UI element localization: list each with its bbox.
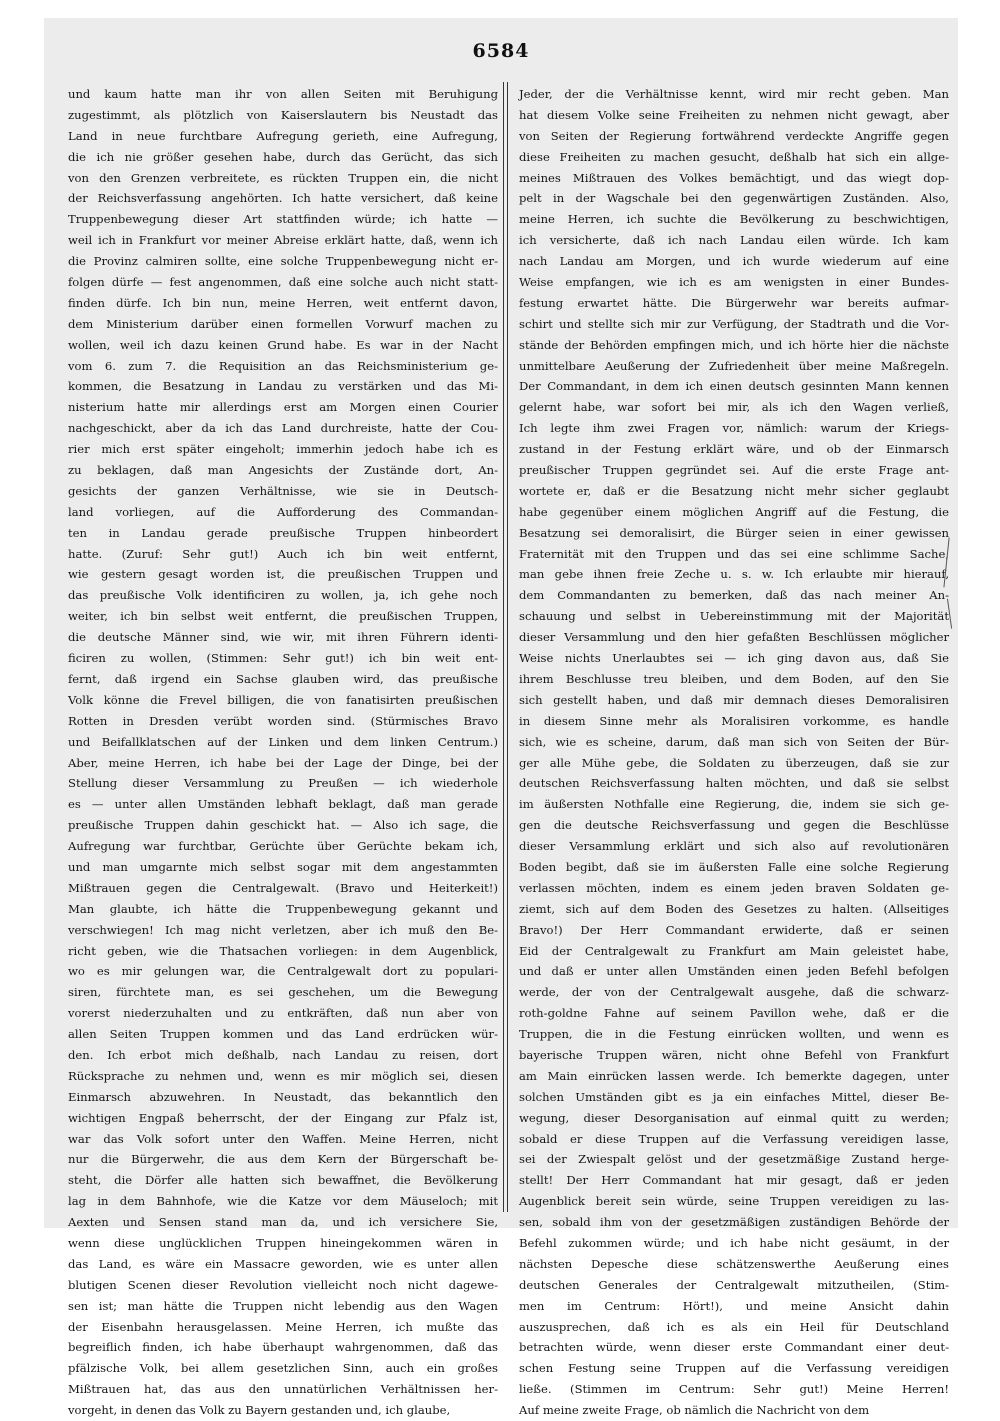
text-line: Augenblick bereit sein würde, seine Truppen vereidigen zu las- (519, 1194, 949, 1209)
text-line: preußischer Truppen gegründet sei. Auf die erste Frage ant- (519, 463, 949, 478)
text-line: sei der Zwiespalt gelöst und der gesetzmäßige Zustand herge- (519, 1152, 949, 1167)
text-line: ficiren zu wollen, (Stimmen: Sehr gut!) ich bin weit ent- (68, 651, 498, 666)
text-line: lag in dem Bahnhofe, wie die Katze vor dem Mäuseloch; mit (68, 1194, 498, 1209)
text-line: zu beklagen, daß man Angesichts der Zustände dort, An- (68, 463, 498, 478)
text-line: Jeder, der die Verhältnisse kennt, wird mir recht geben. Man (519, 87, 949, 101)
text-line: blutigen Scenen dieser Revolution vielleicht noch nicht dagewe- (68, 1277, 498, 1292)
text-line: fernt, daß irgend ein Sachse glauben wird, das preußische (68, 671, 498, 686)
text-line: in diesem Sinne mehr als Moralisiren vorkomme, es handle (519, 713, 949, 728)
text-line: das Land, es wäre ein Massacre geworden, wie es unter allen (68, 1256, 498, 1271)
text-line: Stellung dieser Versammlung zu Preußen — ich wiederhole (68, 776, 498, 791)
text-line: hatte. (Zuruf: Sehr gut!) Auch ich bin weit entfernt, (68, 546, 498, 561)
text-line: Befehl zukommen würde; und ich habe nicht gesäumt, in der (519, 1235, 949, 1250)
text-line: und daß er unter allen Umständen einen jeden Befehl befolgen (519, 964, 949, 979)
text-line: Aexten und Sensen stand man da, und ich versichere Sie, (68, 1215, 498, 1230)
text-line: men im Centrum: Hört!), und meine Ansicht dahin (519, 1298, 949, 1313)
text-line: es — unter allen Umständen lebhaft beklagt, daß man gerade (68, 797, 498, 812)
text-line: verschwiegen! Ich mag nicht verletzen, aber ich muß den Be- (68, 922, 498, 937)
text-line: rier mich erst später eingeholt; immerhin jedoch habe ich es (68, 442, 498, 457)
text-line: die Provinz calmiren sollte, eine solche Truppenbewegung nicht er- (68, 254, 498, 269)
text-line: kommen, die Besatzung in Landau zu verstärken und das Mi- (68, 379, 498, 394)
text-line: betrachten würde, wenn dieser erste Commandant einer deut- (519, 1340, 949, 1355)
text-line: Truppen, die in die Festung einrücken wollten, und wenn es (519, 1027, 949, 1042)
text-line: wo es mir gelungen war, die Centralgewalt dort zu populari- (68, 964, 498, 979)
text-line: Fraternität mit den Truppen und das sei eine schlimme Sache, (519, 546, 949, 561)
text-line: wollen, weil ich dazu keinen Grund habe. Es war in der Nacht (68, 337, 498, 352)
text-line: folgen dürfe — fest angenommen, daß eine solche auch nicht statt- (68, 275, 498, 290)
text-line: sen, sobald ihm von der gesetzmäßigen zuständigen Behörde der (519, 1215, 949, 1230)
text-line: Truppenbewegung dieser Art stattfinden würde; ich hatte — (68, 212, 498, 227)
text-line: den. Ich erbot mich deßhalb, nach Landau zu reisen, dort (68, 1047, 498, 1062)
text-line: deutschen Generales der Centralgewalt mitzutheilen, (Stim- (519, 1277, 949, 1292)
text-line: Bravo!) Der Herr Commandant erwiderte, daß er seinen (519, 922, 949, 937)
right-column (519, 84, 949, 1421)
text-line: und man umgarnte mich selbst sogar mit dem angestammten (68, 859, 498, 874)
text-line: die ich nie größer gesehen habe, durch das Gerücht, das sich (68, 149, 498, 164)
text-line: bayerische Truppen wären, nicht ohne Befehl von Frankfurt (519, 1047, 949, 1062)
text-line: Aufregung war furchtbar, Gerüchte über Gerüchte bekam ich, (68, 839, 498, 854)
text-line: Boden begibt, daß sie im äußersten Falle eine solche Regierung (519, 859, 949, 874)
text-line: unmittelbare Aeußerung der Zufriedenheit über meine Maßregeln. (519, 358, 949, 373)
text-line: sen ist; man hätte die Truppen nicht lebendig aus den Wagen (68, 1298, 498, 1313)
text-line: war das Volk sofort unter den Waffen. Meine Herren, nicht (68, 1131, 498, 1146)
text-line: Mißtrauen hat, das aus den unnatürlichen Verhältnissen her- (68, 1382, 498, 1397)
column-divider-inner (507, 82, 509, 1212)
text-line: habe gegenüber einem möglichen Angriff auf die Festung, die (519, 504, 949, 519)
text-line: vorerst niederzuhalten und zu entkräften, daß nun aber von (68, 1006, 498, 1021)
left-column (68, 84, 498, 1421)
text-line: steht, die Dörfer alle hatten sich bewaffnet, die Bevölkerung (68, 1173, 498, 1188)
text-line: pfälzische Volk, bei allem gesetzlichen Sinn, auch ein großes (68, 1361, 498, 1376)
text-line: ziemt, sich auf dem Boden des Gesetzes zu halten. (Allseitiges (519, 901, 949, 916)
text-line: dem Ministerium darüber einen formellen Vorwurf machen zu (68, 316, 498, 331)
text-line: weiter, ich bin selbst weit entfernt, die preußischen Truppen, (68, 609, 498, 624)
text-line: schen Festung seine Truppen auf die Verfassung vereidigen (519, 1361, 949, 1376)
text-line: nur die Bürgerwehr, die aus dem Kern der Bürgerschaft be- (68, 1152, 498, 1167)
text-line: nachgeschickt, aber da ich das Land durchreiste, hatte der Cou- (68, 421, 498, 436)
text-line: wortete er, daß er die Besatzung nicht mehr sicher geglaubt (519, 483, 949, 498)
text-line: land vorliegen, auf die Aufforderung des Commandan- (68, 504, 498, 519)
text-line: dieser Versammlung und den hier gefaßten Beschlüssen möglicher (519, 630, 949, 645)
text-line: wenn diese unglücklichen Truppen hineingekommen wären in (68, 1235, 498, 1250)
text-line: man gebe ihnen freie Zeche u. s. w. Ich erlaubte mir hierauf, (519, 567, 949, 582)
text-line: richt geben, wie die Thatsachen vorliegen: in dem Augenblick, (68, 943, 498, 958)
text-line: gelernt habe, war sofort bei mir, als ich den Wagen verließ, (519, 400, 949, 415)
text-line: nach Landau am Morgen, und ich wurde wiederum auf eine (519, 254, 949, 269)
text-line: sich gestellt haben, und daß mir demnach dieses Demoralisiren (519, 692, 949, 707)
text-line: siren, fürchtete man, es sei geschehen, um die Bewegung (68, 985, 498, 1000)
text-line: dem Commandanten zu bemerken, daß das nach meiner An- (519, 588, 949, 603)
text-line: vom 6. zum 7. die Requisition an das Reichsministerium ge- (68, 358, 498, 373)
text-line: wie gestern gesagt worden ist, die preußischen Truppen und (68, 567, 498, 582)
page-number: 6584 (472, 40, 530, 62)
text-line: wegung, dieser Desorganisation auf einmal quitt zu werden; (519, 1110, 949, 1125)
text-line: und kaum hatte man ihr von allen Seiten mit Beruhigung (68, 87, 498, 101)
text-line: werde, der von der Centralgewalt ausgehe, daß die schwarz- (519, 985, 949, 1000)
text-line: im äußersten Nothfalle eine Regierung, die, indem sie sich ge- (519, 797, 949, 812)
text-line: auszusprechen, daß ich es als ein Heil für Deutschland (519, 1319, 949, 1334)
text-line: solchen Umständen gibt es ja ein einfaches Mittel, dieser Be- (519, 1089, 949, 1104)
text-line: Weise empfangen, wie ich es am wenigsten in einer Bundes- (519, 275, 949, 290)
text-line: von Seiten der Regierung fortwährend verdeckte Angriffe gegen (519, 128, 949, 143)
text-line: hat diesem Volke seine Freiheiten zu nehmen nicht gewagt, aber (519, 107, 949, 122)
text-line: der Reichsverfassung angehörten. Ich hatte versichert, daß keine (68, 191, 498, 206)
text-line: das preußische Volk identificiren zu wollen, ja, ich gehe noch (68, 588, 498, 603)
text-line: gen die deutsche Reichsverfassung und gegen die Beschlüsse (519, 818, 949, 833)
text-line: roth-goldne Fahne auf seinem Pavillon wehe, daß er die (519, 1006, 949, 1021)
text-line: schauung und selbst in Uebereinstimmung mit der Majorität (519, 609, 949, 624)
text-line: Auf meine zweite Frage, ob nämlich die Nachricht von dem (519, 1403, 870, 1418)
text-line: Land in neue furchtbare Aufregung gerieth, eine Aufregung, (68, 128, 498, 143)
text-line: ger alle Mühe gebe, die Soldaten zu überzeugen, daß sie zur (519, 755, 949, 770)
text-line: von den Grenzen verbreitete, es rückten Truppen ein, die nicht (68, 170, 498, 185)
text-line: und Beifallklatschen auf der Linken und dem linken Centrum.) (68, 734, 498, 749)
text-line: Rücksprache zu nehmen und, wenn es mir möglich sei, diesen (68, 1068, 498, 1083)
text-line: Der Commandant, in dem ich einen deutsch gesinnten Mann kennen (519, 379, 949, 394)
newspaper-page (44, 18, 958, 1418)
text-line: meine Herren, ich suchte die Bevölkerung zu beschwichtigen, (519, 212, 949, 227)
text-line: dieser Versammlung erklärt und sich also auf revolutionären (519, 839, 949, 854)
text-line: festung erwartet hätte. Die Bürgerwehr war bereits aufmar- (519, 295, 949, 310)
text-line: weil ich in Frankfurt vor meiner Abreise erklärt hatte, daß, wenn ich (68, 233, 498, 248)
text-line: Eid der Centralgewalt zu Frankfurt am Main geleistet habe, (519, 943, 949, 958)
text-line: der Eisenbahn herausgelassen. Meine Herren, ich mußte das (68, 1319, 498, 1334)
text-line: pelt in der Wagschale bei den gegenwärtigen Zuständen. Also, (519, 191, 949, 206)
text-line: finden dürfe. Ich bin nun, meine Herren, weit entfernt davon, (68, 295, 498, 310)
text-line: Man glaubte, ich hätte die Truppenbewegung gekannt und (68, 901, 498, 916)
text-line: stellt! Der Herr Commandant hat mir gesagt, daß er jeden (519, 1173, 949, 1188)
text-line: ließe. (Stimmen im Centrum: Sehr gut!) Meine Herren! (519, 1382, 949, 1397)
text-line: meines Mißtrauen des Volkes bemächtigt, und das wiegt dop- (519, 170, 949, 185)
text-line: wichtigen Engpaß beherrscht, der der Eingang zur Pfalz ist, (68, 1110, 498, 1125)
text-line: sobald er diese Truppen auf die Verfassung vereidigen lasse, (519, 1131, 949, 1146)
text-line: Volk könne die Frevel billigen, die von fanatisirten preußischen (68, 692, 498, 707)
text-line: nächsten Depesche diese schätzenswerthe Aeußerung eines (519, 1256, 949, 1271)
text-line: nisterium hatte mir allerdings erst am Morgen einen Courier (68, 400, 498, 415)
text-line: ihrem Beschlusse treu bleiben, und dem Boden, auf den Sie (519, 671, 949, 686)
text-line: vorgeht, in denen das Volk zu Bayern gestanden und, ich glaube, (68, 1403, 451, 1418)
text-line: Aber, meine Herren, ich habe bei der Lage der Dinge, bei der (68, 755, 498, 770)
text-line: Rotten in Dresden verübt worden sind. (Stürmisches Bravo (68, 713, 498, 728)
text-line: begreiflich finden, ich habe überhaupt wahrgenommen, daß das (68, 1340, 498, 1355)
text-line: diese Freiheiten zu machen gesucht, deßhalb hat sich ein allge- (519, 149, 949, 164)
text-line: am Main einrücken lassen werde. Ich bemerkte dagegen, unter (519, 1068, 949, 1083)
text-line: Einmarsch abzuwehren. In Neustadt, das bekanntlich den (68, 1089, 498, 1104)
text-line: gesichts der ganzen Verhältnisse, wie sie in Deutsch- (68, 483, 498, 498)
text-line: Besatzung sei demoralisirt, die Bürger seien in einer gewissen (519, 525, 949, 540)
text-line: allen Seiten Truppen kommen und das Land erdrücken wür- (68, 1027, 498, 1042)
column-divider (503, 82, 505, 1212)
text-line: zugestimmt, als plötzlich von Kaiserslautern bis Neustadt das (68, 107, 498, 122)
text-line: Ich legte ihm zwei Fragen vor, nämlich: warum der Kriegs- (519, 421, 949, 436)
text-line: deutschen Reichsverfassung halten möchten, und daß sie selbst (519, 776, 949, 791)
text-line: ich versicherte, daß ich nach Landau eilen würde. Ich kam (519, 233, 949, 248)
text-line: stände der Behörden empfingen mich, und ich hörte hier die nächste (519, 337, 949, 352)
text-line: zustand in der Festung erklärt wäre, und ob der Einmarsch (519, 442, 949, 457)
text-line: preußische Truppen dahin geschickt hat. — Also ich sage, die (68, 818, 498, 833)
text-line: die deutsche Männer sind, wie wir, mit ihren Führern identi- (68, 630, 498, 645)
text-line: verlassen möchten, indem es einem jeden braven Soldaten ge- (519, 880, 949, 895)
text-line: Weise nichts Unerlaubtes sei — ich ging davon aus, daß Sie (519, 651, 949, 666)
text-line: Mißtrauen gegen die Centralgewalt. (Bravo und Heiterkeit!) (68, 880, 498, 895)
text-line: sich, wie es scheine, darum, daß man sich von Seiten der Bür- (519, 734, 949, 749)
text-line: ten in Landau gerade preußische Truppen hinbeordert (68, 525, 498, 540)
margin-pencil-mark (947, 597, 962, 628)
text-line: schirt und stellte sich mir zur Verfügung, der Stadtrath und die Vor- (519, 316, 949, 331)
